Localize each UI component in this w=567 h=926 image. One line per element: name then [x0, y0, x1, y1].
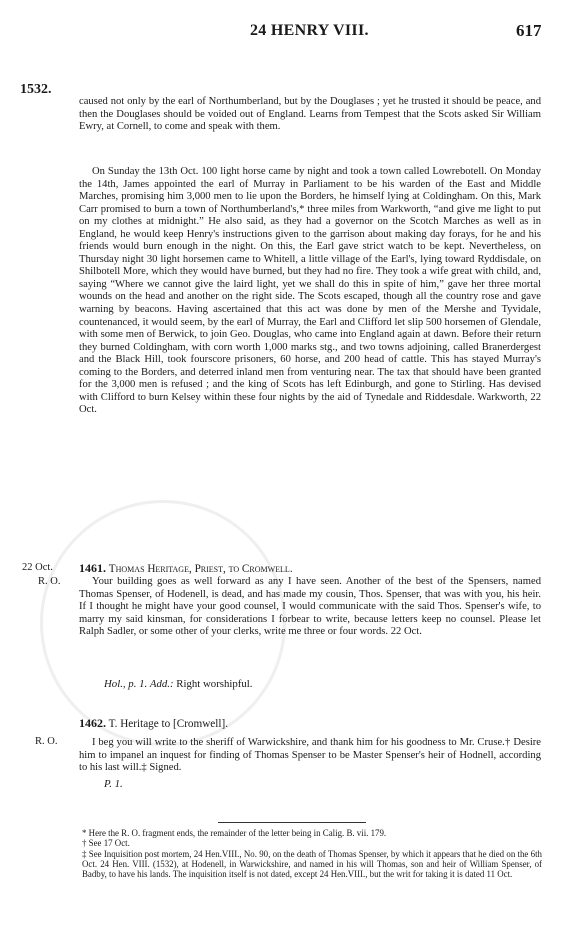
entry-1462-body: I beg you will write to the sheriff of Warwickshire, and thank him for his goodness to Mr. Cruse.† Desire him to impanel an inquest for finding of Thomas Spenser to be Master Spenser's heir of Hodnell, according to his last will.‡ Signed.	[79, 737, 541, 774]
margin-source-entry1: R. O.	[38, 576, 61, 587]
margin-source-entry2: R. O.	[35, 736, 58, 747]
running-header-title: 24 HENRY VIII.	[250, 22, 369, 39]
margin-year: 1532.	[20, 82, 52, 97]
entry-1461-title: Thomas Heritage, Priest, to Cromwell.	[108, 563, 293, 575]
entry-1461-hol: Hol., p. 1.	[104, 678, 148, 690]
entry-1462-number: 1462.	[79, 716, 106, 730]
footnote-rule	[218, 822, 366, 823]
margin-date: 22 Oct.	[22, 562, 53, 573]
entry-1462-footer: P. 1.	[104, 778, 123, 790]
footnote-1: * Here the R. O. fragment ends, the remainder of the letter being in Calig. B. vii. 179.	[82, 828, 387, 838]
footnotes	[72, 828, 542, 879]
letter-paragraph-2: On Sunday the 13th Oct. 100 light horse came by night and took a town called Lowrebotell. On Monday the 14th, James appointed the earl of Murray in Parliament to be his warden of the East and Middle Marches, promising him 3,000 men to lie upon the Borders, he himself lying at Coldingham. On this, Mark Carr promised to burn a town of Northumberland's,* three miles from Warkworth, “and give me light to put on my clothes at midnight.” He also said, as they had a governor on the Scotch Marches as well as in England, he would keep Henry's instructions given to the garrison about making day forays, for he and his friends would burn enough in the night. On this, the Earl gave strict watch to be kept. Nevertheless, on Thursday night 30 light horsemen came to Whitell, a little village of the Earl's, lying toward Ryddisdale, on Shilbotell More, which they would have burned, but they had no fire. They took a wife great with child, and, saying “Where we cannot give the laird light, yet we shall do this in spite of him,” gave her three mortal wounds on the head and another on the right side. The Scots escaped, though all the country rose and gave warning by beacons. Having ascertained that this act was done by men of the Mershe and Tyvidale, countenanced, it would seem, by the earl of Murray, the Earl and Clifford let slip 500 horsemen of Glendale, with some men of Berwick, to join Geo. Douglas, who came into England again at dawn. Before their return they burned Coldingham, with corn worth 1,000 marks stg., and two towns adjoining, called Branerdergest and the Black Hill, took fourscore prisoners, 60 horse, and 200 head of cattle. This has stayed Murray's coming to the Borders, and deterred inland men from venturing near. The tax that should have been granted for the 3,000 men is refused ; and the king of Scots has left Edinburgh, and gone to Stirling. Has devised with Clifford to burn Kelsey within these four nights by the aid of Tynedale and Riddesdale. Warkworth, 22 Oct.	[79, 166, 541, 416]
footnote-2: † See 17 Oct.	[82, 838, 130, 849]
entry-1461-body: Your building goes as well forward as any I have seen. Another of the best of the Spensers, named Thomas Spenser, of Hodenell, is dead, and has made my cousin, Thos. Spenser, that was with you, his heir. If I thought he might have your good counsel, I would communicate with the said Thos. Spenser's wife, to marry my said kinsman, for considerations I forbear to write, because letters keep no counsel. Please let Ralph Sadler, or some other of your clerks, write me three or four words. 22 Oct.	[79, 576, 541, 638]
entry-1461-add-text: Right worshipful.	[176, 678, 253, 690]
entry-1461-footer	[104, 678, 252, 690]
footnote-3: ‡ See Inquisition post mortem, 24 Hen.VIII., No. 90, on the death of Thomas Spenser, by which it appears that he died on the 6th Oct. 24 Hen. VIII. (1532), at Hodenell, in Warwickshire, and named in his will Thomas, son and heir of William Spenser, of Badby, to have his lands. The inquisition itself is not dated, except 24 Hen.VIII., but the writ for taking it is dated 11 Oct.	[82, 848, 542, 880]
entry-1461-heading	[79, 561, 293, 576]
entry-1461-add-label: Add.:	[149, 678, 174, 690]
entry-1461-number: 1461.	[79, 561, 106, 575]
page-number: 617	[516, 21, 542, 40]
entry-1462-heading	[79, 716, 228, 731]
letter-paragraph-1: caused not only by the earl of Northumberland, but by the Douglases ; yet he trusted it should be peace, and then the Douglases should be voided out of England. Learns from Tempest that the Scots asked Sir William Ewry, at Cornell, to come and speak with them.	[79, 96, 541, 133]
entry-1462-title: T. Heritage to [Cromwell].	[108, 718, 229, 730]
